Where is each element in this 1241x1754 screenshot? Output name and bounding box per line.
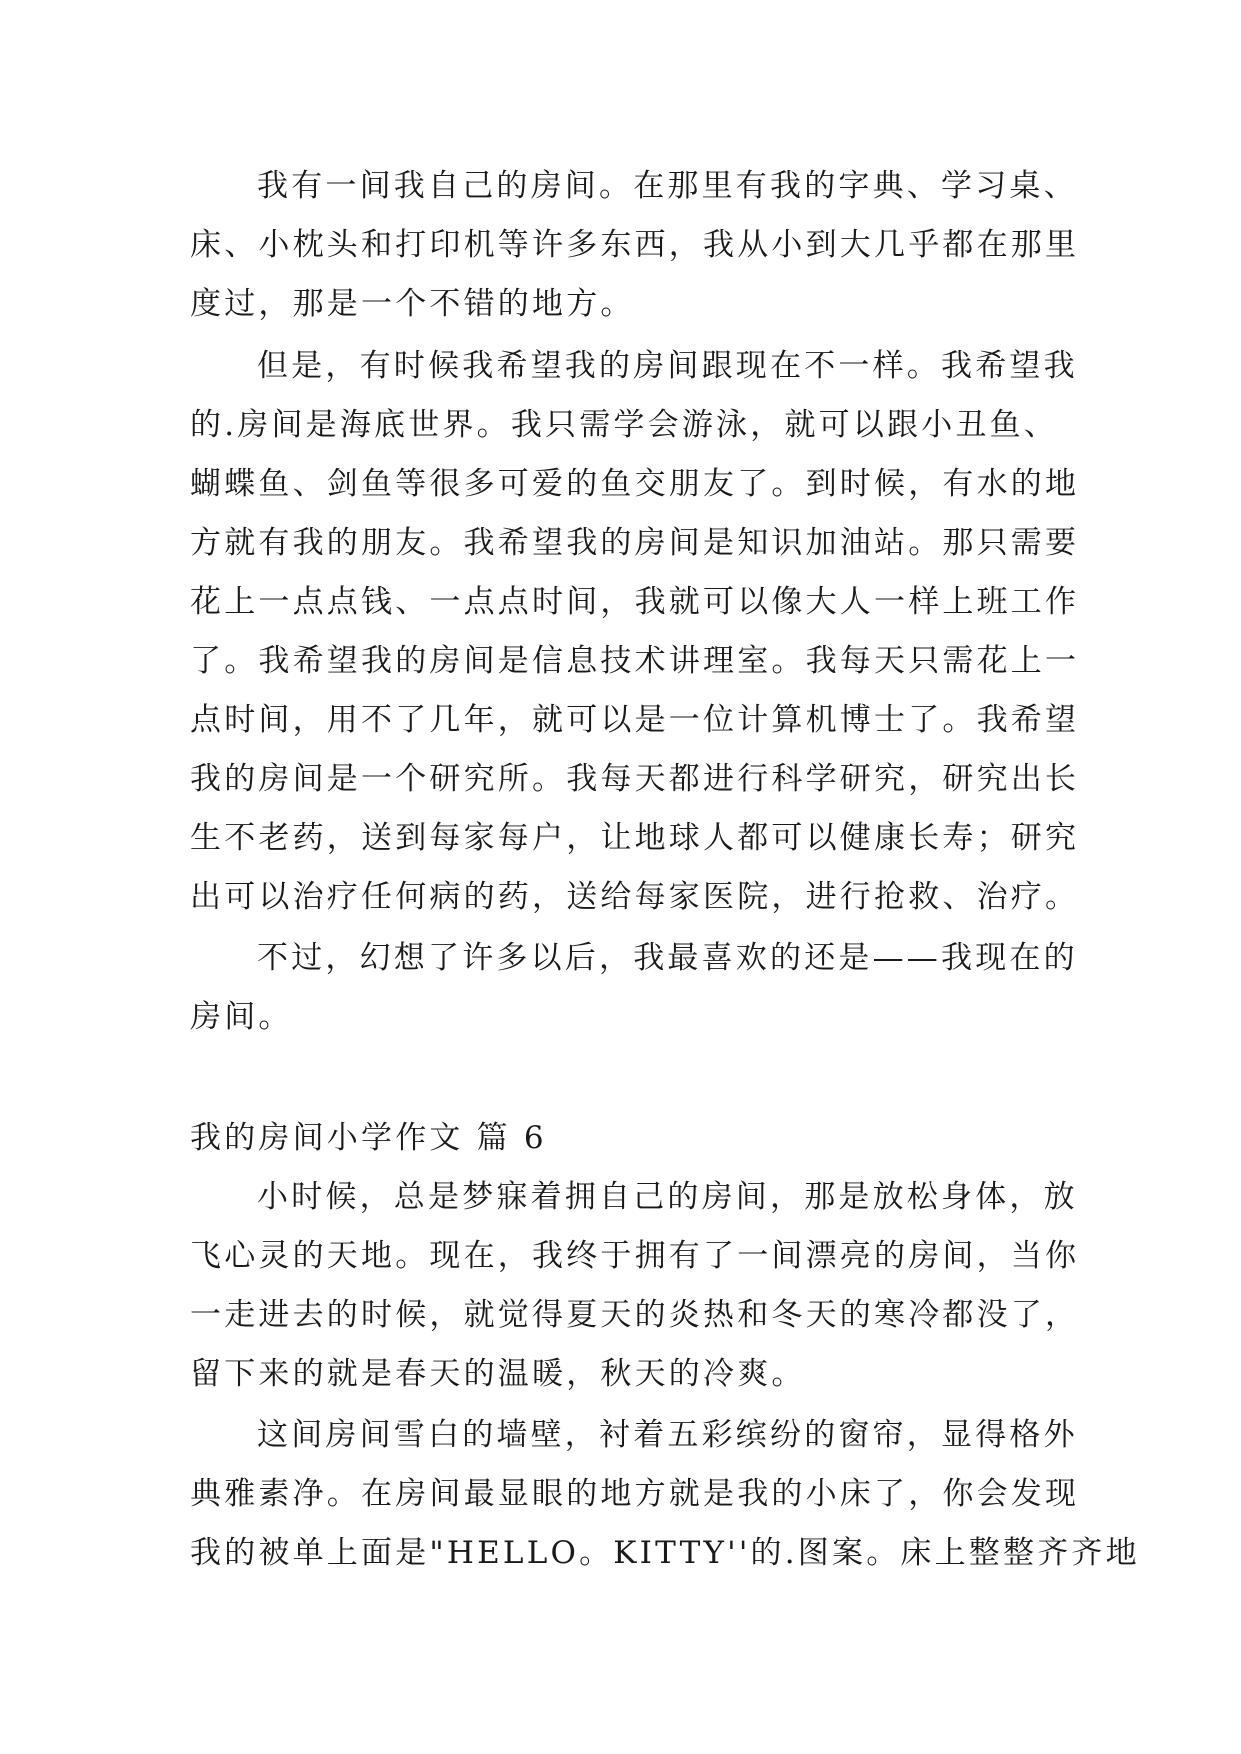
paragraph-2-line-4: 方就有我的朋友。我希望我的房间是知识加油站。那只需要 xyxy=(190,525,1080,561)
paragraph-5-line-2: 典雅素净。在房间最显眼的地方就是我的小床了，你会发现 xyxy=(190,1476,1080,1512)
paragraph-2-line-3: 蝴蝶鱼、剑鱼等很多可爱的鱼交朋友了。到时候，有水的地 xyxy=(190,466,1080,502)
paragraph-5-line-3: 我的被单上面是"HELLO。KITTY''的.图案。床上整整齐齐地 xyxy=(190,1535,1140,1571)
paragraph-2-line-9: 生不老药，送到每家每户，让地球人都可以健康长寿；研究 xyxy=(190,820,1080,856)
paragraph-2-line-5: 花上一点点钱、一点点时间，我就可以像大人一样上班工作 xyxy=(190,584,1080,620)
paragraph-2-line-1: 但是，有时候我希望我的房间跟现在不一样。我希望我 xyxy=(257,348,1078,384)
paragraph-1-line-2: 床、小枕头和打印机等许多东西，我从小到大几乎都在那里 xyxy=(190,227,1080,263)
paragraph-4-line-2: 飞心灵的天地。现在，我终于拥有了一间漂亮的房间，当你 xyxy=(190,1238,1080,1274)
paragraph-4-line-4: 留下来的就是春天的温暖，秋天的冷爽。 xyxy=(190,1356,806,1392)
paragraph-1-line-3: 度过，那是一个不错的地方。 xyxy=(190,286,635,322)
section-heading: 我的房间小学作文 篇 6 xyxy=(190,1120,547,1156)
paragraph-4-line-3: 一走进去的时候，就觉得夏天的炎热和冬天的寒冷都没了， xyxy=(190,1297,1080,1333)
paragraph-2-line-6: 了。我希望我的房间是信息技术讲理室。我每天只需花上一 xyxy=(190,643,1080,679)
paragraph-2-line-8: 我的房间是一个研究所。我每天都进行科学研究，研究出长 xyxy=(190,761,1080,797)
paragraph-4-line-1: 小时候，总是梦寐着拥自己的房间，那是放松身体，放 xyxy=(257,1179,1078,1215)
paragraph-3-line-2: 房间。 xyxy=(190,999,293,1035)
paragraph-2-line-2: 的.房间是海底世界。我只需学会游泳，就可以跟小丑鱼、 xyxy=(190,407,1059,443)
paragraph-1-line-1: 我有一间我自己的房间。在那里有我的字典、学习桌、 xyxy=(257,168,1078,204)
paragraph-3-line-1: 不过，幻想了许多以后，我最喜欢的还是——我现在的 xyxy=(257,940,1078,976)
paragraph-5-line-1: 这间房间雪白的墙壁，衬着五彩缤纷的窗帘，显得格外 xyxy=(257,1417,1078,1453)
paragraph-2-line-7: 点时间，用不了几年，就可以是一位计算机博士了。我希望 xyxy=(190,702,1080,738)
paragraph-2-line-10: 出可以治疗任何病的药，送给每家医院，进行抢救、治疗。 xyxy=(190,879,1080,915)
